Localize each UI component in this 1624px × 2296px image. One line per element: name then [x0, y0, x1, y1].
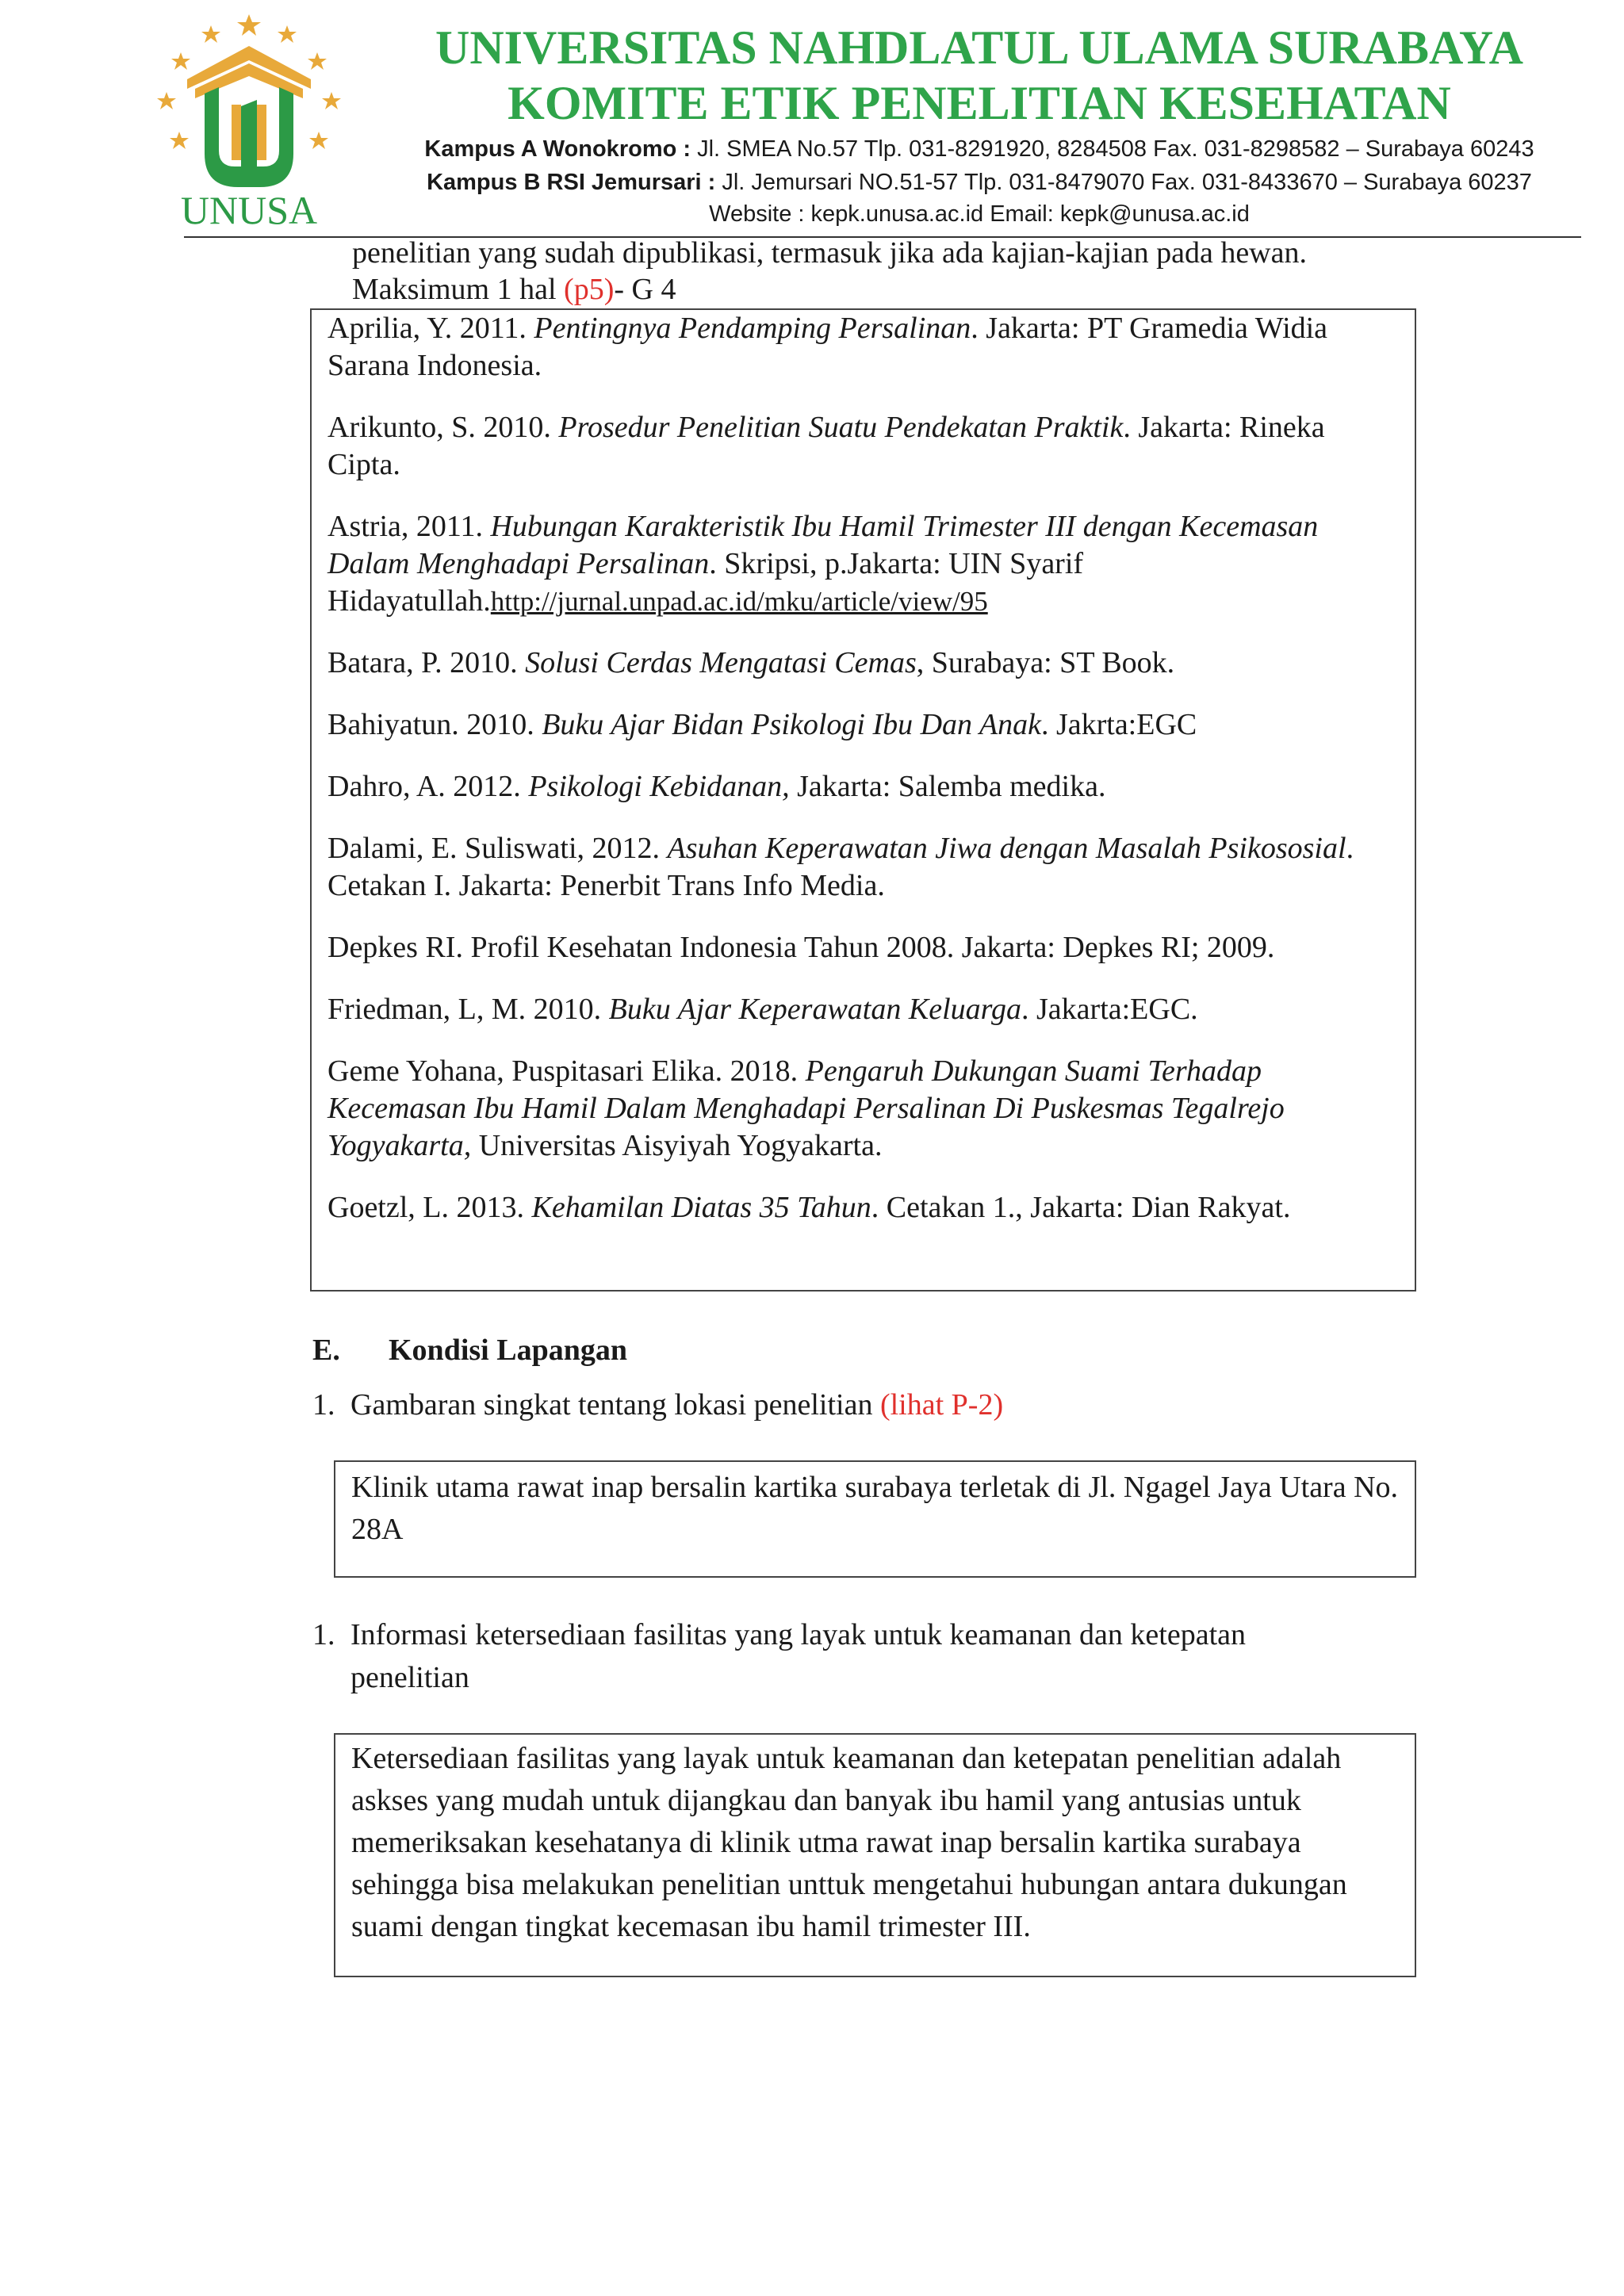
- section-heading: [312, 1332, 627, 1369]
- reference-author-year: Dalami, E. Suliswati, 2012.: [327, 832, 668, 865]
- list-item-number: 1.: [312, 1388, 335, 1422]
- reference-publisher: Universitas Aisyiyah Yogyakarta.: [471, 1129, 883, 1162]
- intro-line-1: penelitian yang sudah dipublikasi, termasuk jika ada kajian-kajian pada hewan.: [352, 236, 1307, 270]
- reference-entry: [327, 706, 1399, 744]
- reference-author-year: Bahiyatun. 2010.: [327, 708, 542, 741]
- section-title: Kondisi Lapangan: [389, 1334, 627, 1367]
- reference-publisher: . Jakarta:EGC.: [1021, 993, 1198, 1026]
- reference-title: Solusi Cerdas Mengatasi Cemas: [525, 646, 917, 679]
- reference-author-year: Friedman, L, M. 2010.: [327, 993, 609, 1026]
- reference-publisher: . Jakarta: PT Gramedia Widia Sarana Indonesia.: [327, 312, 1328, 382]
- reference-author-year: Batara, P. 2010.: [327, 646, 526, 679]
- reference-entry: [327, 1189, 1399, 1226]
- intro-line-2-a: Maksimum 1 hal: [352, 273, 565, 306]
- address-campus-a: [357, 133, 1602, 165]
- reference-author-year: Goetzl, L. 2013.: [327, 1191, 532, 1224]
- address-campus-b-text: Jl. Jemursari NO.51-57 Tlp. 031-8479070 Fax. 031-8433670 – Surabaya 60237: [715, 170, 1532, 195]
- reference-entry: [327, 310, 1399, 385]
- reference-title: Buku Ajar Keperawatan Keluarga: [608, 993, 1022, 1026]
- contact-info: Website : kepk.unusa.ac.id Email: kepk@unusa.ac.id: [709, 201, 1250, 227]
- reference-list-box: [310, 308, 1416, 1292]
- logo-text: UNUSA: [180, 188, 318, 232]
- location-answer-text: Klinik utama rawat inap bersalin kartika surabaya terletak di Jl. Ngagel Jaya Utara No. 28A: [351, 1471, 1399, 1546]
- reference-entry: [327, 1053, 1399, 1165]
- location-question: Gambaran singkat tentang lokasi penelitian: [350, 1388, 880, 1422]
- intro-line-2-b: - G 4: [614, 273, 676, 306]
- location-page-ref: (lihat P-2): [879, 1388, 1004, 1422]
- reference-title: Prosedur Penelitian Suatu Pendekatan Praktik: [558, 411, 1124, 444]
- reference-entry: [327, 768, 1399, 806]
- committee-name: KOMITE ETIK PENELITIAN KESEHATAN: [508, 77, 1451, 129]
- address-campus-b: [357, 166, 1602, 198]
- list-item-number: 1.: [312, 1618, 335, 1651]
- reference-title: Pengaruh Dukungan Suami Terhadap Kecemasan Ibu Hamil Dalam Menghadapi Persalinan Di Puskesmas Tegalrejo Yogyakarta,: [327, 1054, 1285, 1162]
- facilities-answer-box: [334, 1733, 1416, 1977]
- reference-entry: [327, 508, 1399, 620]
- reference-publisher: , Surabaya: ST Book.: [916, 646, 1175, 679]
- reference-author-year: Aprilia, Y. 2011.: [327, 312, 534, 345]
- reference-entry: [327, 830, 1399, 905]
- reference-author-year: Arikunto, S. 2010.: [327, 411, 559, 444]
- reference-author-year: Geme Yohana, Puspitasari Elika. 2018.: [327, 1054, 806, 1088]
- address-campus-b-label: Kampus B RSI Jemursari :: [427, 170, 716, 195]
- reference-publisher: . Skripsi, p.Jakarta: UIN Syarif Hidayatullah.: [327, 547, 1084, 618]
- reference-title: Pentingnya Pendamping Persalinan: [534, 312, 971, 345]
- reference-entry: [327, 409, 1399, 484]
- intro-page-ref: (p5): [564, 273, 615, 306]
- reference-author-year: Dahro, A. 2012.: [327, 770, 529, 803]
- intro-line-2: [352, 271, 676, 308]
- list-item-text: [350, 1384, 1003, 1425]
- facilities-question-line-2: penelitian: [350, 1661, 469, 1694]
- reference-publisher: . Cetakan I. Jakarta: Penerbit Trans Info Media.: [327, 832, 1354, 902]
- reference-title: Hubungan Karakteristik Ibu Hamil Trimester III dengan Kecemasan Dalam Menghadapi Persalinan: [327, 510, 1319, 580]
- reference-entry: [327, 991, 1399, 1028]
- reference-author-year: Depkes RI. Profil Kesehatan Indonesia Tahun 2008. Jakarta: Depkes RI; 2009.: [327, 931, 1275, 964]
- section-number: E.: [312, 1334, 340, 1367]
- facilities-answer-text: Ketersediaan fasilitas yang layak untuk keamanan dan ketepatan penelitian adalah askses yang mudah untuk dijangkau dan banyak ibu hamil yang antusias untuk memeriksakan kesehatanya di klinik utma rawat inap bersalin kartika surabaya sehingga bisa melakukan penelitian unttuk mengetahui hubungan antara dukungan suami dengan tingkat kecemasan ibu hamil trimester III.: [351, 1742, 1347, 1943]
- unusa-logo: [155, 11, 343, 232]
- location-answer-box: [334, 1460, 1416, 1578]
- reference-link[interactable]: http://jurnal.unpad.ac.id/mku/article/view/95: [490, 586, 988, 617]
- reference-entry: [327, 645, 1399, 682]
- reference-publisher: . Jakrta:EGC: [1040, 708, 1197, 741]
- address-campus-a-text: Jl. SMEA No.57 Tlp. 031-8291920, 8284508 Fax. 031-8298582 – Surabaya 60243: [691, 136, 1534, 162]
- reference-entry: [327, 929, 1399, 966]
- reference-title: Psikologi Kebidanan,: [528, 770, 790, 803]
- university-name: UNIVERSITAS NAHDLATUL ULAMA SURABAYA: [435, 21, 1523, 74]
- address-campus-a-label: Kampus A Wonokromo :: [424, 136, 691, 162]
- reference-publisher: . Jakarta: Rineka Cipta.: [327, 411, 1325, 481]
- facilities-question-line-1: Informasi ketersediaan fasilitas yang layak untuk keamanan dan ketepatan: [350, 1618, 1246, 1651]
- reference-publisher: . Cetakan 1., Jakarta: Dian Rakyat.: [871, 1191, 1291, 1224]
- reference-title: Buku Ajar Bidan Psikologi Ibu Dan Anak: [542, 708, 1041, 741]
- reference-title: Asuhan Keperawatan Jiwa dengan Masalah Psikososial: [667, 832, 1346, 865]
- reference-publisher: Jakarta: Salemba medika.: [789, 770, 1106, 803]
- reference-author-year: Astria, 2011.: [327, 510, 491, 543]
- reference-title: Kehamilan Diatas 35 Tahun: [531, 1191, 871, 1224]
